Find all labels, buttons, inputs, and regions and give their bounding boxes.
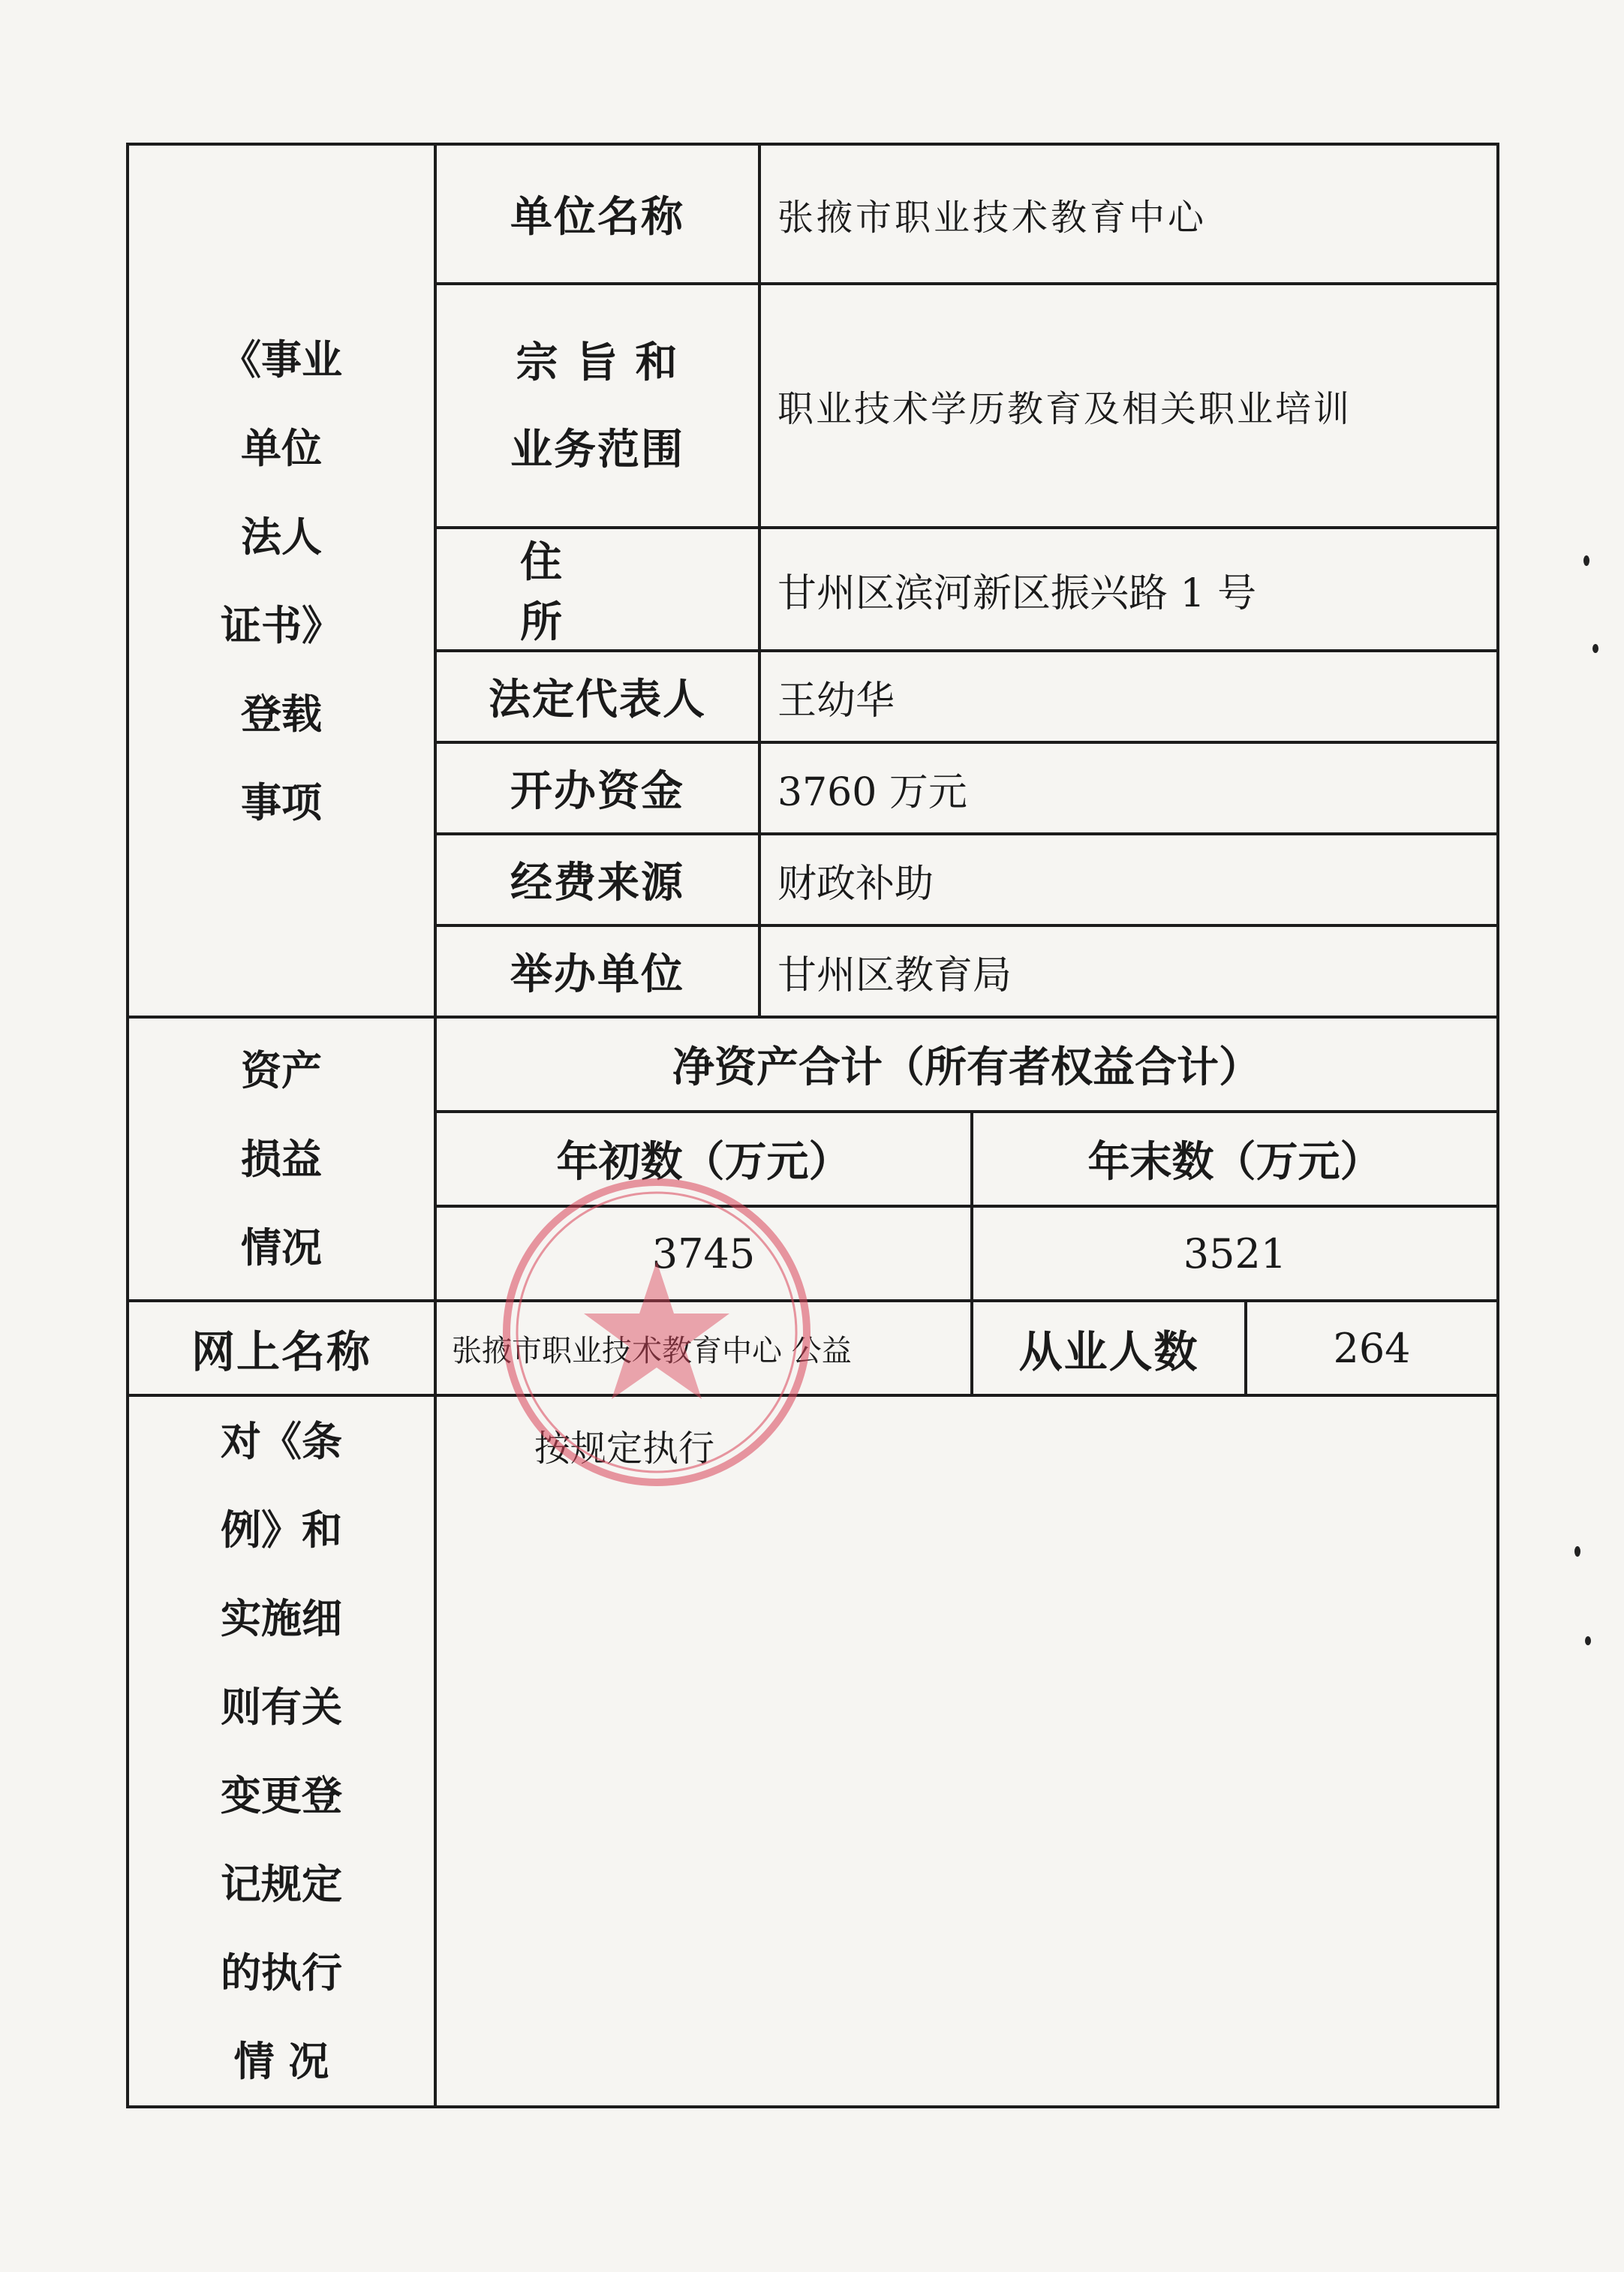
registration-line: 法人 (241, 512, 322, 561)
registration-form-table (126, 143, 1499, 2108)
execution-line: 实施细 (221, 1594, 342, 1642)
online-name-value: 张掖市职业技术教育中心 公益 (435, 1301, 972, 1395)
legal-rep-label: 法定代表人 (435, 651, 759, 742)
end-year-value: 3521 (972, 1206, 1498, 1301)
assets-line: 资产 (241, 1046, 322, 1094)
execution-line: 的执行 (221, 1949, 342, 1997)
registration-section-label (128, 144, 435, 1017)
registration-line: 单位 (241, 423, 322, 472)
registration-line: 事项 (241, 778, 322, 826)
capital-value: 3760 万元 (759, 742, 1498, 834)
assets-line: 情况 (241, 1223, 322, 1271)
begin-year-label: 年初数（万元） (435, 1112, 972, 1206)
end-year-label: 年末数（万元） (972, 1112, 1498, 1206)
execution-section-label (128, 1395, 435, 2107)
purpose-label-line1: 宗 旨 和 (516, 337, 679, 387)
scan-speck (1574, 1546, 1580, 1557)
sponsor-value: 甘州区教育局 (759, 925, 1498, 1017)
row-net-assets-header (128, 1017, 1498, 1112)
capital-label: 开办资金 (435, 742, 759, 834)
staff-count-label: 从业人数 (972, 1301, 1246, 1395)
staff-count-value: 264 (1246, 1301, 1498, 1395)
row-unit-name (128, 144, 1498, 284)
registration-line: 登载 (241, 689, 322, 738)
assets-line: 损益 (241, 1135, 322, 1183)
row-online-name (128, 1301, 1498, 1395)
registration-line: 《事业 (221, 335, 342, 384)
scan-speck (1592, 644, 1598, 653)
funding-value: 财政补助 (759, 834, 1498, 925)
execution-value: 按规定执行 (435, 1395, 1498, 2107)
funding-label: 经费来源 (435, 834, 759, 925)
execution-line: 情 况 (233, 2037, 329, 2085)
online-name-label: 网上名称 (128, 1301, 435, 1395)
registration-line: 证书》 (221, 600, 342, 649)
assets-section-label (128, 1017, 435, 1301)
execution-line: 记规定 (221, 1860, 342, 1908)
execution-line: 例》和 (221, 1506, 342, 1554)
legal-rep-value: 王幼华 (759, 651, 1498, 742)
scan-speck (1583, 555, 1589, 566)
purpose-label-line2: 业务范围 (510, 424, 684, 474)
execution-line: 变更登 (221, 1771, 342, 1819)
row-execution (128, 1395, 1498, 2107)
address-label: 住 所 (435, 528, 759, 651)
execution-line: 则有关 (221, 1683, 342, 1731)
unit-name-label: 单位名称 (435, 144, 759, 284)
address-value: 甘州区滨河新区振兴路 1 号 (759, 528, 1498, 651)
unit-name-value: 张掖市职业技术教育中心 (759, 144, 1498, 284)
purpose-value: 职业技术学历教育及相关职业培训 (759, 284, 1498, 528)
execution-line: 对《条 (221, 1417, 342, 1465)
begin-year-value: 3745 (435, 1206, 972, 1301)
net-assets-header: 净资产合计（所有者权益合计） (435, 1017, 1498, 1112)
purpose-label (435, 284, 759, 528)
scan-speck (1585, 1636, 1591, 1645)
sponsor-label: 举办单位 (435, 925, 759, 1017)
